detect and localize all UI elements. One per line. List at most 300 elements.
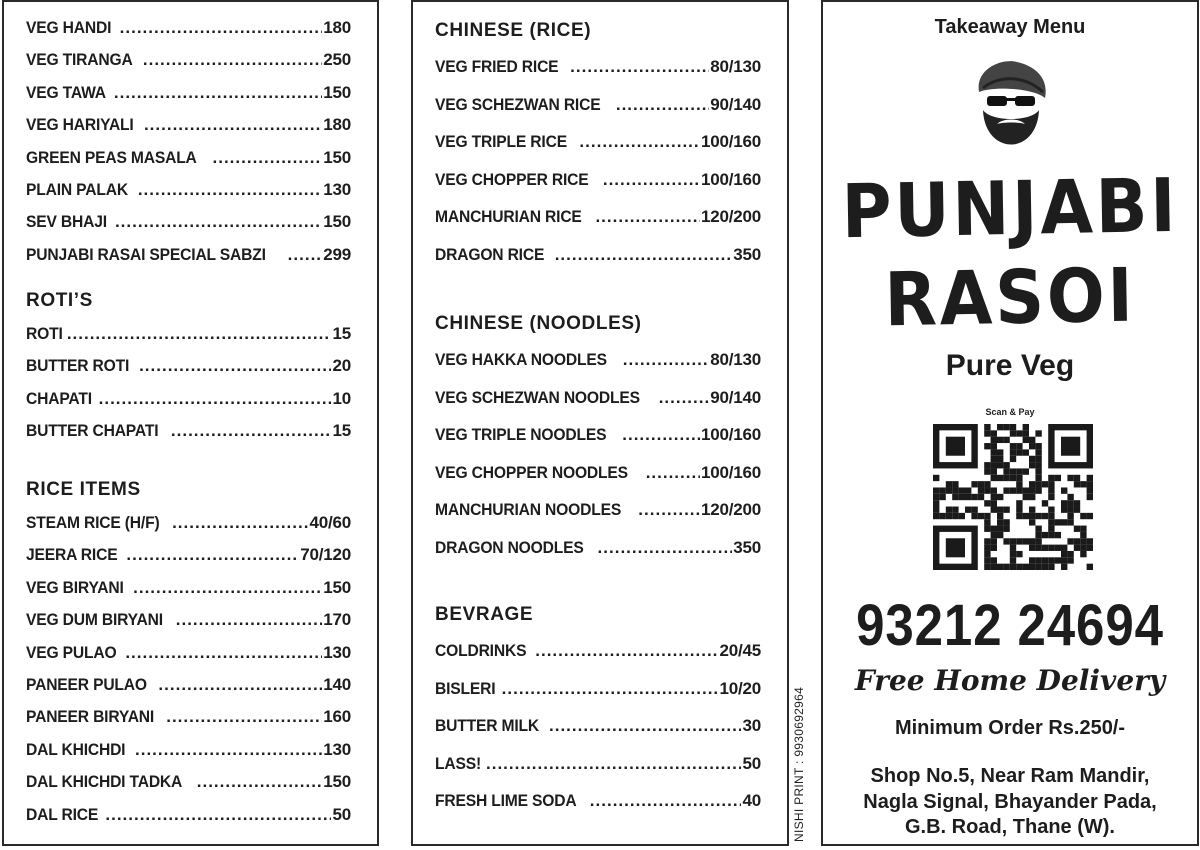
- dot-leader: [555, 236, 733, 274]
- section-heading: CHINESE (NOODLES): [435, 313, 642, 334]
- qr-module: [971, 507, 977, 513]
- qr-module: [1061, 519, 1067, 525]
- qr-module: [984, 424, 990, 430]
- qr-module: [1055, 475, 1061, 481]
- qr-module: [984, 519, 990, 525]
- item-name: DRAGON NOODLES: [435, 537, 584, 557]
- dot-leader: [595, 198, 699, 236]
- menu-item: [26, 350, 351, 382]
- qr-module: [939, 487, 945, 493]
- brand-name-line1: PUNJABI: [840, 162, 1180, 256]
- address-line: G.B. Road, Thane (W).: [905, 816, 1115, 838]
- qr-module: [1048, 526, 1054, 532]
- item-price: 150: [323, 82, 351, 102]
- qr-module: [997, 475, 1003, 481]
- qr-module: [1067, 494, 1073, 500]
- qr-module: [952, 513, 958, 519]
- qr-module: [1048, 532, 1054, 538]
- qr-module: [1010, 545, 1016, 551]
- qr-module: [1010, 564, 1016, 570]
- section-heading: BEVRAGE: [435, 604, 534, 625]
- item-price: 100/160: [700, 425, 761, 444]
- dot-leader: [114, 77, 322, 109]
- item-name: VEG SCHEZWAN NOODLES: [435, 387, 640, 407]
- qr-module: [1035, 475, 1041, 481]
- dot-leader: [138, 174, 322, 206]
- qr-module: [984, 526, 990, 532]
- qr-module: [1003, 519, 1009, 525]
- item-price: 120/200: [700, 500, 761, 519]
- section-heading: RICE ITEMS: [26, 479, 141, 500]
- qr-module: [984, 545, 990, 551]
- menu-item: [26, 44, 351, 76]
- qr-module: [1042, 557, 1048, 563]
- qr-module: [1029, 557, 1035, 563]
- qr-module: [1074, 475, 1080, 481]
- qr-module: [984, 487, 990, 493]
- menu-item: [435, 454, 761, 492]
- qr-module: [1087, 545, 1093, 551]
- dot-leader: [143, 44, 322, 76]
- dot-leader: [213, 142, 323, 174]
- item-price: 50: [742, 753, 761, 773]
- item-price: 10/20: [719, 678, 761, 698]
- scan-pay-label: Scan & Pay: [985, 407, 1035, 417]
- qr-module: [1080, 513, 1086, 519]
- section-heading: CHINESE (RICE): [435, 20, 592, 41]
- qr-module: [991, 507, 997, 513]
- qr-module: [1023, 487, 1029, 493]
- qr-module: [978, 494, 984, 500]
- dot-leader: [126, 539, 299, 571]
- qr-module: [1048, 564, 1054, 570]
- menu-item: [435, 198, 761, 236]
- qr-module: [991, 500, 997, 506]
- qr-finder: [946, 538, 965, 557]
- qr-module: [1074, 507, 1080, 513]
- dot-leader: [288, 239, 323, 271]
- qr-module: [933, 507, 939, 513]
- item-name: SEV BHAJI: [26, 212, 107, 232]
- qr-module: [1029, 494, 1035, 500]
- item-price: 180: [323, 115, 351, 135]
- item-name: VEG HAKKA NOODLES: [435, 350, 607, 369]
- qr-module: [991, 494, 997, 500]
- qr-module: [1016, 507, 1022, 513]
- menu-panel-middle: [411, 0, 789, 846]
- item-name: PANEER BIRYANI: [26, 707, 155, 727]
- qr-module: [978, 513, 984, 519]
- qr-module: [1080, 526, 1086, 532]
- qr-module: [991, 545, 997, 551]
- qr-module: [1023, 513, 1029, 519]
- qr-module: [1074, 500, 1080, 506]
- qr-module: [997, 564, 1003, 570]
- qr-module: [1016, 443, 1022, 449]
- qr-module: [1067, 475, 1073, 481]
- item-name: DAL KHICHDI TADKA: [26, 772, 183, 792]
- qr-module: [1016, 468, 1022, 474]
- qr-module: [1003, 538, 1009, 544]
- item-name: VEG TRIPLE NOODLES: [435, 425, 607, 444]
- qr-module: [1042, 545, 1048, 551]
- item-name: VEG SCHEZWAN RICE: [435, 94, 601, 114]
- qr-module: [1010, 430, 1016, 436]
- qr-module: [997, 462, 1003, 468]
- menu-item: [26, 669, 351, 701]
- item-price: 100/160: [700, 132, 761, 151]
- menu-item: [26, 12, 351, 44]
- dot-leader: [125, 637, 322, 669]
- address-line: Nagla Signal, Bhayander Pada,: [863, 790, 1157, 813]
- qr-module: [965, 507, 971, 513]
- qr-module: [1074, 538, 1080, 544]
- menu-item: [435, 379, 761, 417]
- qr-module: [1087, 475, 1093, 481]
- item-name: BISLERI: [435, 678, 496, 698]
- qr-module: [1016, 481, 1022, 487]
- menu-item: [26, 142, 351, 174]
- qr-module: [1010, 443, 1016, 449]
- menu-item: [435, 86, 761, 124]
- menu-item: [435, 707, 761, 745]
- menu-item: [435, 529, 761, 567]
- printer-credit: NISHI PRINT : 9930692964: [792, 686, 806, 842]
- qr-module: [1087, 538, 1093, 544]
- qr-finder: [946, 437, 965, 456]
- menu-item: [435, 161, 761, 199]
- item-name: MANCHURIAN RICE: [435, 207, 582, 226]
- item-price: 70/120: [300, 545, 351, 565]
- qr-module: [1035, 487, 1041, 493]
- qr-module: [1048, 487, 1054, 493]
- item-name: DAL KHICHDI: [26, 739, 126, 759]
- item-name: CHAPATI: [26, 388, 92, 408]
- qr-module: [946, 507, 952, 513]
- qr-module: [1055, 557, 1061, 563]
- qr-module: [1087, 564, 1093, 570]
- qr-module: [933, 500, 939, 506]
- item-name: DAL RICE: [26, 804, 99, 824]
- qr-module: [1042, 513, 1048, 519]
- menu-section: [26, 473, 351, 831]
- dot-leader: [622, 416, 700, 454]
- item-price: 150: [323, 147, 351, 167]
- menu-section: [435, 307, 761, 566]
- item-name: FRESH LIME SODA: [435, 791, 577, 810]
- item-price: 250: [323, 50, 351, 70]
- item-price: 20: [332, 356, 351, 376]
- qr-module: [1067, 513, 1073, 519]
- menu-item: [26, 637, 351, 669]
- qr-module: [991, 462, 997, 468]
- item-name: VEG CHOPPER NOODLES: [435, 462, 628, 482]
- menu-section: [26, 12, 351, 271]
- qr-module: [971, 494, 977, 500]
- qr-module: [1035, 430, 1041, 436]
- qr-module: [1061, 487, 1067, 493]
- item-price: 10: [332, 388, 351, 408]
- dot-leader: [176, 604, 322, 636]
- qr-module: [1029, 538, 1035, 544]
- item-name: BUTTER MILK: [435, 716, 539, 735]
- item-name: ROTI: [26, 324, 63, 343]
- dot-leader: [171, 415, 332, 447]
- dot-leader: [598, 529, 733, 567]
- qr-module: [959, 487, 965, 493]
- qr-module: [1074, 545, 1080, 551]
- qr-module: [1080, 481, 1086, 487]
- dot-leader: [659, 379, 710, 417]
- menu-item: [26, 539, 351, 571]
- qr-module: [1035, 443, 1041, 449]
- qr-module: [939, 494, 945, 500]
- qr-module: [1048, 513, 1054, 519]
- brand-name-line2: RASOI: [883, 252, 1137, 344]
- item-name: VEG TAWA: [26, 82, 106, 102]
- qr-module: [1029, 437, 1035, 443]
- qr-module: [984, 551, 990, 557]
- qr-module: [1016, 500, 1022, 506]
- dot-leader: [502, 670, 719, 708]
- qr-module: [1061, 564, 1067, 570]
- qr-module: [1061, 507, 1067, 513]
- qr-module: [1061, 500, 1067, 506]
- qr-module: [1048, 475, 1054, 481]
- dot-leader: [646, 454, 700, 492]
- qr-module: [1003, 462, 1009, 468]
- item-price: 130: [323, 179, 351, 199]
- qr-module: [997, 449, 1003, 455]
- item-price: 100/160: [700, 462, 761, 482]
- menu-item: [26, 734, 351, 766]
- qr-module: [984, 557, 990, 563]
- qr-module: [1029, 456, 1035, 462]
- qr-module: [997, 532, 1003, 538]
- item-price: 299: [323, 244, 351, 264]
- qr-module: [1029, 513, 1035, 519]
- item-name: VEG TIRANGA: [26, 50, 133, 70]
- item-price: 180: [323, 18, 351, 37]
- qr-module: [959, 494, 965, 500]
- address-line: Shop No.5, Near Ram Mandir,: [870, 765, 1150, 787]
- qr-module: [984, 443, 990, 449]
- qr-module: [1042, 481, 1048, 487]
- qr-module: [1003, 424, 1009, 430]
- qr-module: [997, 437, 1003, 443]
- item-price: 40/60: [309, 513, 351, 532]
- qr-module: [1035, 481, 1041, 487]
- qr-module: [1016, 538, 1022, 544]
- qr-module: [1035, 545, 1041, 551]
- qr-module: [1029, 545, 1035, 551]
- menu-item: [435, 632, 761, 670]
- qr-module: [1035, 532, 1041, 538]
- address: [823, 764, 1197, 841]
- qr-module: [978, 481, 984, 487]
- dot-leader: [120, 12, 323, 44]
- dot-leader: [67, 318, 332, 350]
- qr-module: [1029, 519, 1035, 525]
- item-price: 80/130: [710, 350, 761, 369]
- qr-module: [933, 513, 939, 519]
- dot-leader: [99, 383, 332, 415]
- qr-module: [1048, 519, 1054, 525]
- item-name: VEG PULAO: [26, 642, 117, 662]
- qr-module: [991, 437, 997, 443]
- qr-module: [991, 456, 997, 462]
- qr-module: [1048, 507, 1054, 513]
- qr-module: [952, 487, 958, 493]
- menu-item: [435, 782, 761, 820]
- qr-module: [946, 513, 952, 519]
- takeaway-heading: Takeaway Menu: [934, 16, 1086, 38]
- qr-finder: [1061, 437, 1080, 456]
- menu-item: [435, 341, 761, 379]
- menu-section: [26, 284, 351, 448]
- item-price: 150: [323, 772, 351, 792]
- menu-item: [26, 206, 351, 238]
- menu-section: [435, 14, 761, 273]
- payment-qr-code[interactable]: [933, 424, 1093, 570]
- qr-module: [1048, 494, 1054, 500]
- qr-module: [1003, 564, 1009, 570]
- qr-module: [1048, 557, 1054, 563]
- dot-leader: [549, 707, 741, 745]
- item-name: VEG FRIED RICE: [435, 57, 559, 76]
- qr-module: [952, 494, 958, 500]
- qr-module: [1003, 526, 1009, 532]
- item-name: LASS!: [435, 753, 482, 773]
- qr-module: [1067, 519, 1073, 525]
- qr-module: [991, 526, 997, 532]
- menu-item: [26, 604, 351, 636]
- qr-module: [933, 475, 939, 481]
- qr-module: [1023, 564, 1029, 570]
- item-price: 350: [733, 244, 761, 264]
- item-name: PUNJABI RASAI SPECIAL SABZI: [26, 244, 266, 264]
- qr-module: [997, 494, 1003, 500]
- qr-module: [1016, 430, 1022, 436]
- qr-module: [1067, 551, 1073, 557]
- qr-module: [1067, 557, 1073, 563]
- dot-leader: [638, 491, 700, 529]
- tagline: Pure Veg: [945, 349, 1075, 382]
- item-price: 150: [323, 577, 351, 597]
- qr-module: [965, 494, 971, 500]
- dot-leader: [590, 782, 742, 820]
- qr-module: [1035, 456, 1041, 462]
- qr-module: [946, 487, 952, 493]
- qr-module: [965, 487, 971, 493]
- dot-leader: [105, 799, 331, 831]
- dot-leader: [135, 734, 322, 766]
- menu-item: [26, 239, 351, 271]
- qr-module: [1067, 538, 1073, 544]
- dot-leader: [197, 766, 322, 798]
- qr-module: [1029, 507, 1035, 513]
- dot-leader: [172, 507, 308, 539]
- item-name: MANCHURIAN NOODLES: [435, 500, 622, 519]
- item-name: VEG HANDI: [26, 18, 112, 37]
- menu-item: [26, 318, 351, 350]
- item-price: 50: [332, 804, 351, 824]
- qr-module: [1042, 532, 1048, 538]
- qr-module: [1080, 532, 1086, 538]
- item-name: GREEN PEAS MASALA: [26, 147, 197, 167]
- dot-leader: [139, 350, 331, 382]
- free-delivery-banner: Free Home Delivery: [854, 664, 1166, 697]
- menu-section: [435, 598, 761, 820]
- qr-module: [959, 513, 965, 519]
- menu-item: [26, 572, 351, 604]
- item-price: 90/140: [710, 387, 761, 407]
- qr-module: [1035, 526, 1041, 532]
- qr-module: [1035, 462, 1041, 468]
- qr-module: [991, 564, 997, 570]
- item-price: 100/160: [700, 169, 761, 189]
- qr-module: [1010, 557, 1016, 563]
- dot-leader: [535, 632, 718, 670]
- dot-leader: [133, 572, 322, 604]
- dot-leader: [158, 669, 322, 701]
- phone-number: 93212 24694: [856, 593, 1164, 658]
- dot-leader: [570, 48, 709, 86]
- cover-panel: [821, 0, 1199, 846]
- qr-module: [991, 475, 997, 481]
- qr-module: [1035, 468, 1041, 474]
- item-name: VEG CHOPPER RICE: [435, 169, 589, 189]
- qr-module: [1010, 468, 1016, 474]
- qr-module: [1074, 481, 1080, 487]
- item-name: DRAGON RICE: [435, 244, 545, 264]
- item-price: 40: [742, 791, 761, 810]
- qr-module: [984, 500, 990, 506]
- qr-module: [997, 424, 1003, 430]
- qr-module: [1061, 545, 1067, 551]
- dot-leader: [115, 206, 322, 238]
- qr-module: [997, 526, 1003, 532]
- menu-item: [26, 174, 351, 206]
- qr-module: [991, 449, 997, 455]
- qr-module: [1055, 519, 1061, 525]
- qr-module: [1080, 551, 1086, 557]
- qr-module: [1048, 481, 1054, 487]
- qr-module: [984, 564, 990, 570]
- qr-module: [1080, 538, 1086, 544]
- menu-item: [435, 123, 761, 161]
- menu-item: [26, 77, 351, 109]
- menu-item: [435, 416, 761, 454]
- qr-module: [1010, 538, 1016, 544]
- item-price: 350: [733, 537, 761, 557]
- qr-module: [1016, 449, 1022, 455]
- qr-module: [1023, 437, 1029, 443]
- qr-module: [991, 468, 997, 474]
- qr-module: [952, 507, 958, 513]
- item-price: 160: [323, 707, 351, 727]
- qr-module: [991, 443, 997, 449]
- qr-module: [946, 481, 952, 487]
- qr-module: [991, 430, 997, 436]
- dot-leader: [166, 701, 322, 733]
- qr-module: [997, 456, 1003, 462]
- dot-leader: [579, 123, 700, 161]
- qr-module: [971, 481, 977, 487]
- qr-module: [1074, 526, 1080, 532]
- qr-module: [1029, 481, 1035, 487]
- item-price: 170: [323, 610, 351, 630]
